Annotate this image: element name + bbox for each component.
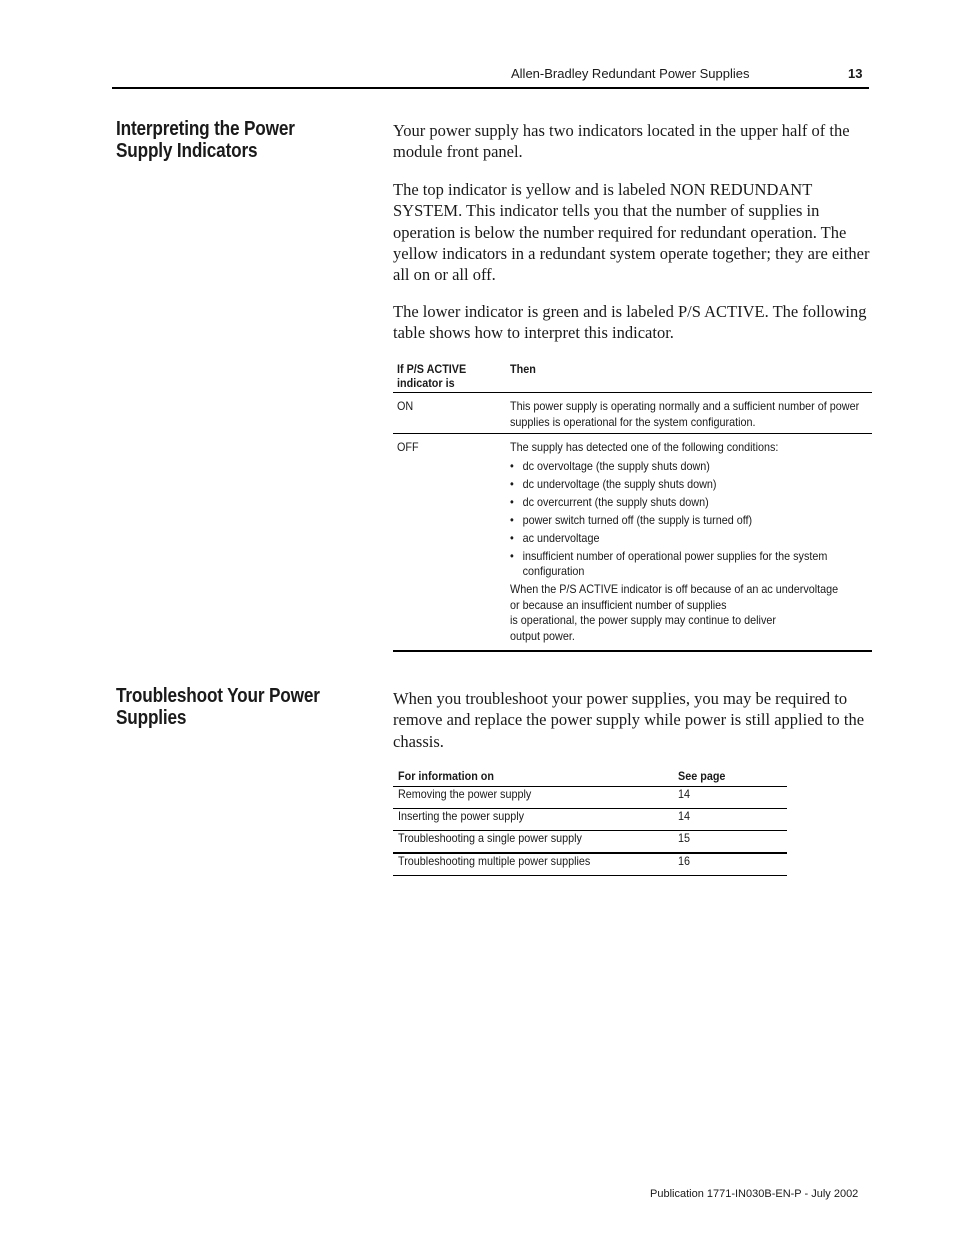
list-item: • insufficient number of operational power supplies for the system configuration	[510, 549, 866, 580]
section-heading-indicators: Interpreting the Power Supply Indicators	[116, 118, 295, 162]
note-line: output power.	[510, 628, 575, 643]
table-row	[393, 809, 787, 831]
publication-footer: Publication 1771-IN030B-EN-P - July 2002	[650, 1188, 859, 1200]
table-row	[393, 831, 787, 854]
reference-table	[393, 768, 787, 876]
topic-cell: Troubleshooting multiple power supplies	[398, 854, 591, 868]
note-line: or because an insufficient number of supplies	[510, 597, 727, 612]
off-note	[510, 582, 866, 644]
paragraph-lower-indicator: The lower indicator is green and is labeled P/S ACTIVE. The following table shows how to interpret this indicator.	[393, 302, 867, 343]
note-line: is operational, the power supply may continue to deliver	[510, 613, 776, 627]
list-item: • power switch turned off (the supply is turned off)	[510, 513, 866, 529]
list-item: • dc overcurrent (the supply shuts down)	[510, 495, 866, 511]
page-cell: 16	[678, 854, 691, 868]
reference-table-header	[393, 768, 787, 787]
indicator-state: OFF	[397, 440, 419, 454]
page-cell: 14	[678, 809, 691, 823]
topic-col-header: For information on	[398, 769, 494, 783]
indicator-table-header	[393, 360, 872, 393]
paragraph-top-indicator: The top indicator is yellow and is labeled NON REDUNDANT SYSTEM. This indicator tells you that the number of supplies in operation is below the number required for redundant operation. The yellow indicators in a redundant system operate together; they are either all on or all off.	[393, 180, 870, 285]
list-item: • dc undervoltage (the supply shuts down)	[510, 477, 866, 493]
table-row	[393, 854, 787, 876]
indicator-table	[393, 360, 872, 652]
page-col-header: See page	[678, 769, 726, 783]
topic-cell: Removing the power supply	[398, 787, 532, 801]
then-col-header: Then	[510, 362, 536, 376]
topic-cell: Troubleshooting a single power supply	[398, 831, 582, 845]
note-line: When the P/S ACTIVE indicator is off because of an ac undervoltage	[510, 582, 839, 596]
state-description: This power supply is operating normally and a sufficient number of power supplies is operational for the system configuration.	[510, 399, 860, 429]
conditions-intro: The supply has detected one of the following conditions:	[510, 440, 779, 454]
header-title: Allen-Bradley Redundant Power Supplies	[511, 66, 750, 81]
paragraph-troubleshoot: When you troubleshoot your power supplies, you may be required to remove and replace the power supply while power is still applied to the chassis.	[393, 689, 865, 751]
list-item: • ac undervoltage	[510, 531, 866, 547]
table-row	[393, 393, 872, 434]
indicator-state: ON	[397, 399, 414, 413]
list-item: • dc overvoltage (the supply shuts down)	[510, 459, 866, 475]
table-row	[393, 787, 787, 809]
table-row	[393, 434, 872, 652]
page-cell: 15	[678, 831, 691, 845]
paragraph-indicators-intro: Your power supply has two indicators located in the upper half of the module front panel.	[393, 121, 850, 162]
topic-cell: Inserting the power supply	[398, 809, 525, 823]
conditions-list	[510, 459, 866, 580]
indicator-col-header: If P/S ACTIVE indicator is	[397, 362, 467, 390]
section-heading-troubleshoot: Troubleshoot Your Power Supplies	[116, 685, 320, 729]
page-number: 13	[848, 66, 863, 81]
header-rule	[112, 87, 869, 89]
page-cell: 14	[678, 787, 691, 801]
